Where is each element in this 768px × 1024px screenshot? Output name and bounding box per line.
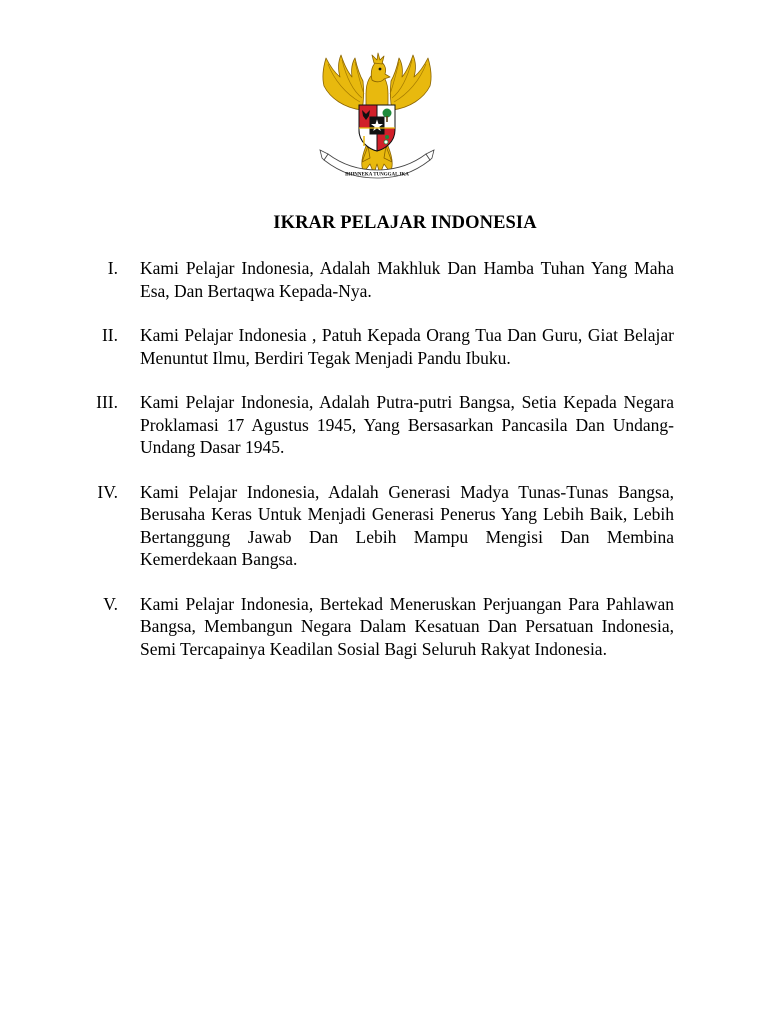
pledge-item [0,324,768,369]
document-title: IKRAR PELAJAR INDONESIA [273,213,537,233]
pledge-list [0,257,768,682]
pledge-number: III. [96,392,118,412]
garuda-emblem-icon [314,50,440,184]
pledge-item [0,481,768,571]
pledge-number: I. [107,258,118,278]
pledge-text: Kami Pelajar Indonesia, Adalah Generasi Madya Tunas-Tunas Bangsa, Berusaha Keras Untuk Menjadi Generasi Penerus Yang Lebih Baik, Lebih Bertanggung Jawab Dan Lebih Mampu Mengisi Dan Membina Kemerdekaan Bangsa. [140,481,674,569]
pledge-item [0,593,768,661]
pledge-text: Kami Pelajar Indonesia, Adalah Makhluk Dan Hamba Tuhan Yang Maha Esa, Dan Bertaqwa Kepada-Nya. [140,258,674,301]
pledge-number: IV. [97,481,118,502]
pledge-number: II. [101,325,118,345]
pledge-number: V. [103,593,118,614]
pledge-text: Kami Pelajar Indonesia , Patuh Kepada Orang Tua Dan Guru, Giat Belajar Menuntut Ilmu, Berdiri Tegak Menjadi Pandu Ibuku. [140,325,674,368]
emblem-motto: BHINNEKA TUNGGAL IKA [345,172,409,178]
pledge-item [0,257,768,302]
pledge-text: Kami Pelajar Indonesia, Bertekad Meneruskan Perjuangan Para Pahlawan Bangsa, Membangun Negara Dalam Kesatuan Dan Persatuan Indonesia, Semi Tercapainya Keadilan Sosial Bagi Seluruh Rakyat Indonesia. [140,593,674,659]
pledge-text: Kami Pelajar Indonesia, Adalah Putra-putri Bangsa, Setia Kepada Negara Proklamasi 17 Agustus 1945, Yang Bersasarkan Pancasila Dan Undang-Undang Dasar 1945. [140,392,674,457]
pledge-item [0,391,768,459]
